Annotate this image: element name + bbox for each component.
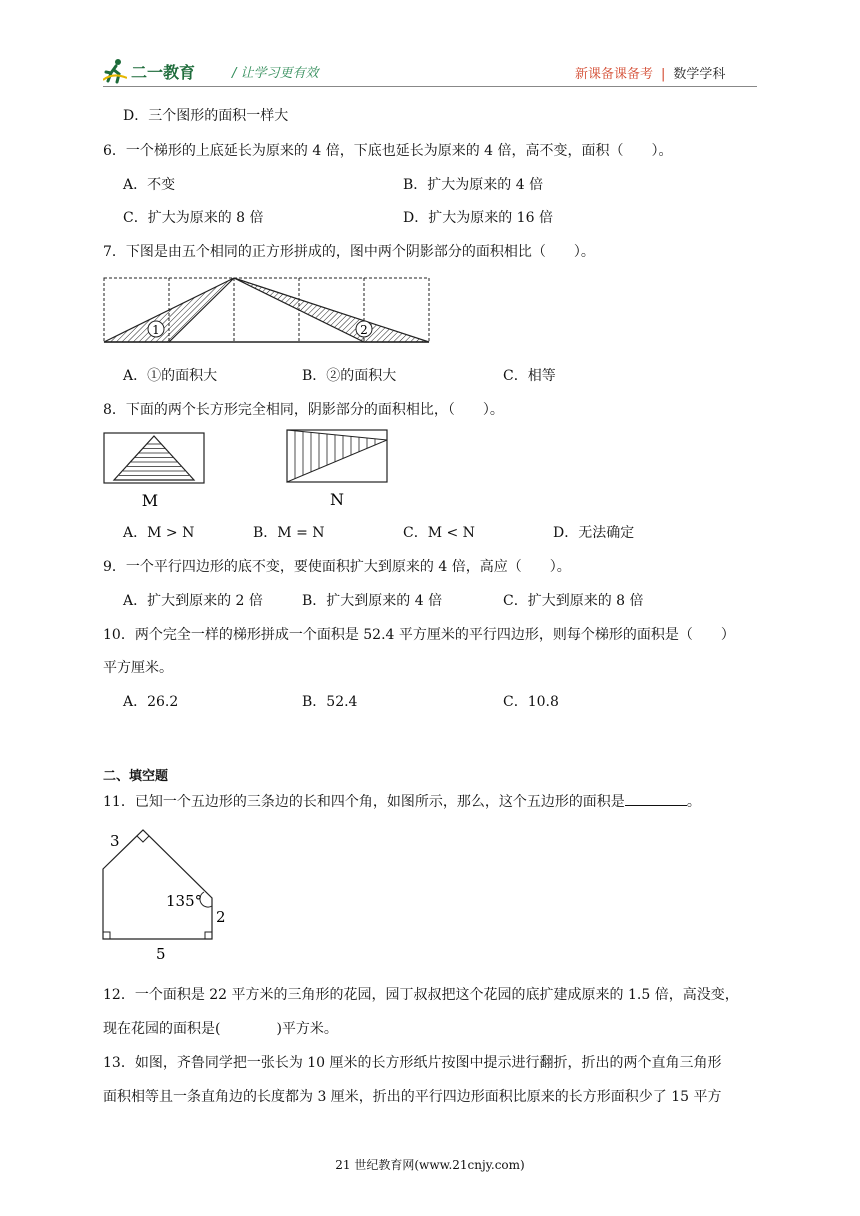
q8-stem: 8．下面的两个长方形完全相同，阴影部分的面积相比，（ ）。 — [103, 402, 504, 418]
q11-angle-label: 135° — [166, 892, 203, 910]
q6-option-c: C．扩大为原来的 8 倍 — [123, 210, 264, 226]
q10-option-b: B．52.4 — [302, 694, 358, 710]
footer: 21 世纪教育网(www.21cnjy.com) — [335, 1158, 525, 1172]
q7-shaded-triangle-1 — [104, 278, 234, 342]
q10-stem-line1: 10．两个完全一样的梯形拼成一个面积是 52.4 平方厘米的平行四边形，则每个梯形的面积是（ ） — [103, 627, 735, 643]
q6-stem: 6．一个梯形的上底延长为原来的 4 倍，下底也延长为原来的 4 倍，高不变，面积（ ）。 — [103, 143, 673, 159]
q11-side-5-label: 5 — [156, 945, 166, 963]
header-subject-label: 数学学科 — [673, 67, 726, 82]
q7-option-c: C．相等 — [503, 368, 556, 384]
q9-option-b: B．扩大到原来的 4 倍 — [302, 593, 443, 609]
q13-line2: 面积相等且一条直角边的长度都为 3 厘米，折出的平行四边形面积比原来的长方形面积少了 15 平方 — [103, 1089, 722, 1105]
header-divider — [103, 86, 757, 87]
logo-text: 二一教育 — [131, 62, 196, 82]
q11-pentagon-figure — [100, 822, 230, 964]
q12-line1: 12．一个面积是 22 平方米的三角形的花园，园丁叔叔把这个花园的底扩建成原来的 1.5 倍，高没变， — [103, 987, 739, 1003]
q11-side-2-label: 2 — [216, 908, 226, 926]
runner-logo-icon — [103, 58, 127, 84]
q7-figure — [100, 273, 436, 347]
q10-option-c: C．10.8 — [503, 694, 559, 710]
q8-option-a: A．M > N — [123, 525, 195, 541]
q11-answer-blank[interactable] — [625, 793, 687, 806]
q7-option-b: B．②的面积大 — [302, 368, 397, 384]
q10-option-a: A．26.2 — [123, 694, 179, 710]
q7-stem: 7．下图是由五个相同的正方形拼成的，图中两个阴影部分的面积相比（ ）。 — [103, 244, 595, 260]
header-separator: | — [661, 67, 666, 82]
q7-shaded-triangle-2 — [234, 278, 429, 342]
section-title: 二、填空题 — [103, 769, 169, 784]
q8-figure-m — [100, 428, 208, 510]
q8-figure-n — [284, 425, 390, 510]
q7-option-a: A．①的面积大 — [123, 368, 218, 384]
q13-line1: 13．如图，齐鲁同学把一张长为 10 厘米的长方形纸片按图中提示进行翻折，折出的两个直角三角形 — [103, 1055, 722, 1071]
q10-stem-line2: 平方厘米。 — [103, 660, 173, 676]
q8-label-n: N — [330, 490, 344, 509]
q8-option-d: D．无法确定 — [553, 525, 635, 541]
q8-option-c: C．M < N — [403, 525, 475, 541]
q11-stem-end: 。 — [686, 794, 701, 810]
q12-line2: 现在花园的面积是( )平方米。 — [103, 1021, 338, 1037]
q11-side-3-label: 3 — [110, 832, 120, 850]
q6-option-b: B．扩大为原来的 4 倍 — [403, 177, 544, 193]
q7-label-2: 2 — [360, 323, 368, 337]
q8-option-b: B．M = N — [253, 525, 325, 541]
q11-stem — [103, 791, 701, 811]
q9-option-a: A．扩大到原来的 2 倍 — [123, 593, 263, 609]
q9-stem: 9．一个平行四边形的底不变，要使面积扩大到原来的 4 倍，高应（ ）。 — [103, 559, 571, 575]
q6-option-a: A．不变 — [123, 177, 176, 193]
header-course-label: 新课备课备考 — [575, 67, 654, 82]
q6-option-d: D．扩大为原来的 16 倍 — [403, 210, 553, 226]
q11-stem-text: 11．已知一个五边形的三条边的长和四个角，如图所示，那么，这个五边形的面积是 — [103, 794, 625, 810]
header-right — [575, 63, 725, 82]
q9-option-c: C．扩大到原来的 8 倍 — [503, 593, 644, 609]
q7-label-1: 1 — [152, 323, 160, 337]
q5-option-d: D．三个图形的面积一样大 — [123, 108, 289, 124]
brand-logo — [103, 58, 195, 84]
slogan: / 让学习更有效 — [232, 66, 319, 81]
q8-label-m: M — [141, 491, 159, 510]
